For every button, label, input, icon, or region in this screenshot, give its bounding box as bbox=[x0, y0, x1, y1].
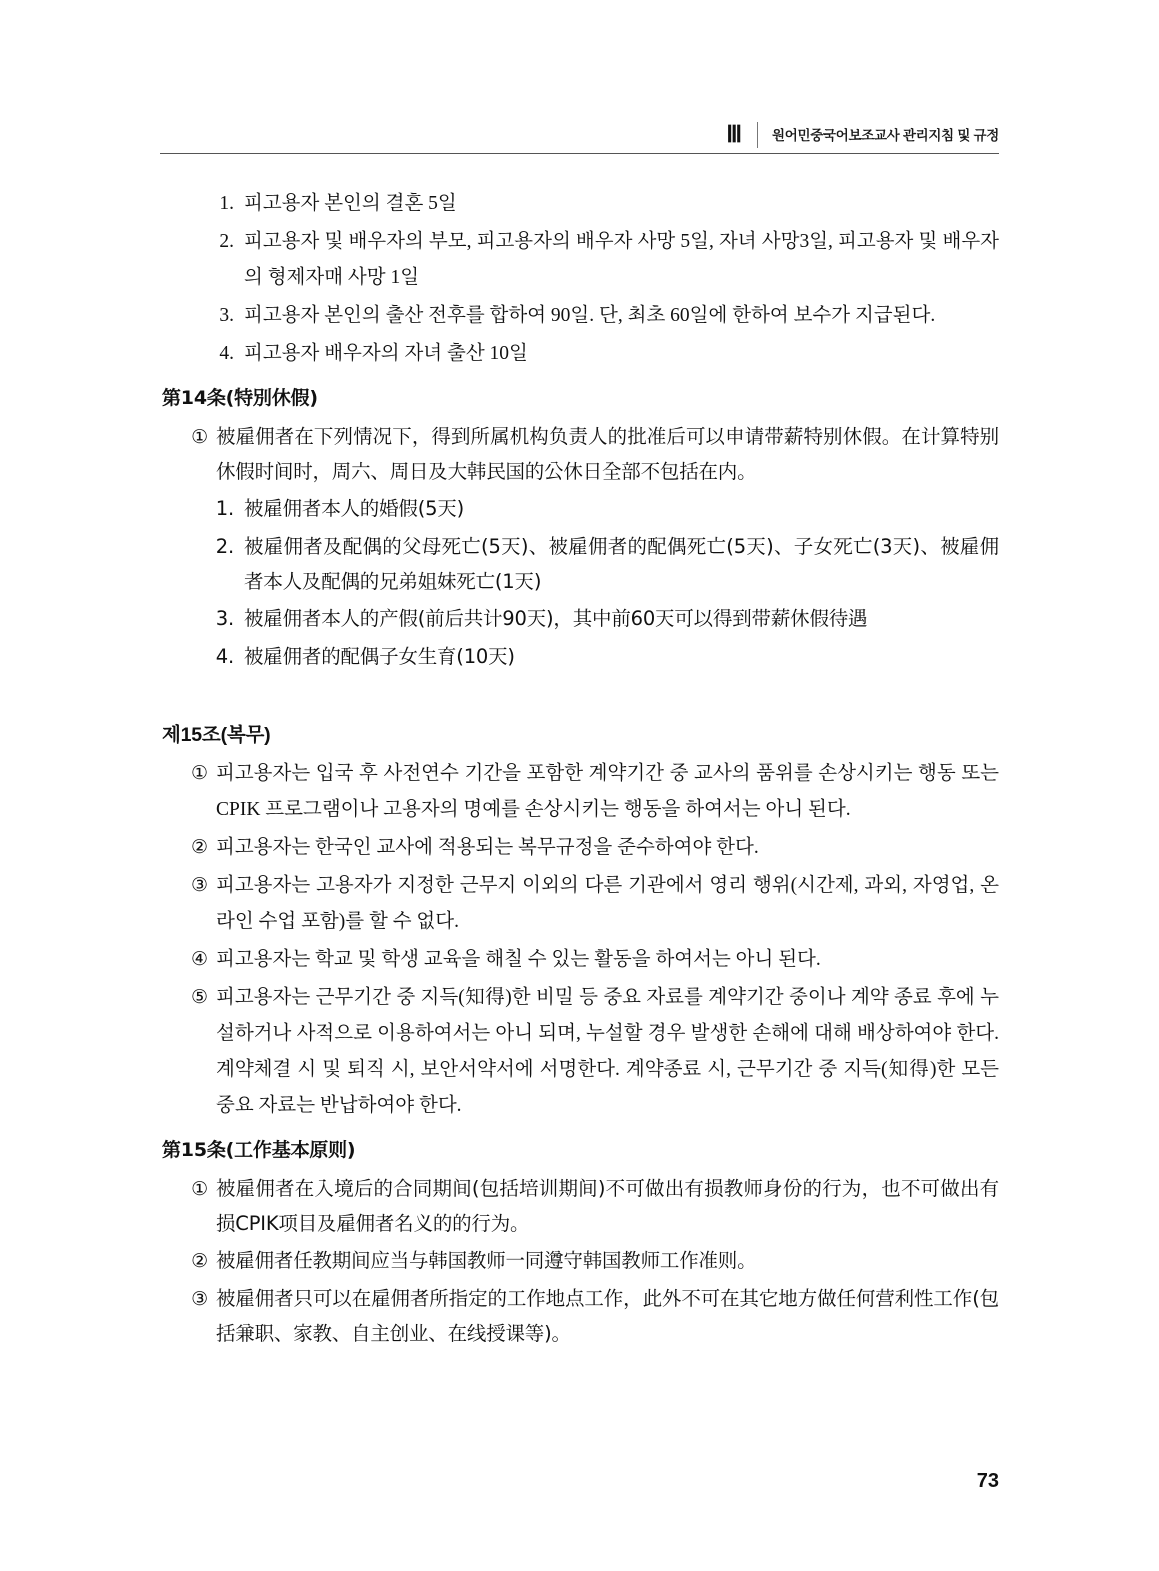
list-item bbox=[200, 186, 999, 222]
list-text: 피고용자는 입국 후 사전연수 기간을 포함한 계약기간 중 교사의 품위를 손상시키는 행동 또는 CPIK 프로그램이나 고용자의 명예를 손상시키는 행동을 하여서는 아니 된다. bbox=[216, 763, 999, 820]
list-item bbox=[178, 1243, 999, 1279]
list-text: 피고용자 본인의 결혼 5일 bbox=[244, 193, 457, 214]
list-text: 피고용자 및 배우자의 부모, 피고용자의 배우자 사망 5일, 자녀 사망3일, 피고용자 및 배우자의 형제자매 사망 1일 bbox=[244, 231, 999, 288]
article14-cn-heading: 第14条(特別休假) bbox=[162, 387, 318, 409]
list-item bbox=[200, 639, 999, 675]
list-text: 被雇佣者本人的产假(前后共计90天)，其中前60天可以得到带薪休假待遇 bbox=[244, 607, 868, 630]
list-text: 피고용자는 학교 및 학생 교육을 해칠 수 있는 활동을 하여서는 아니 된다. bbox=[216, 949, 821, 970]
list-item bbox=[178, 942, 999, 978]
list-marker: 4. bbox=[215, 645, 234, 668]
list-item bbox=[178, 419, 999, 489]
list-marker: ⑤ bbox=[190, 987, 208, 1008]
page-number: 73 bbox=[976, 1470, 999, 1492]
list-marker: 2. bbox=[219, 231, 234, 252]
list-marker: 4. bbox=[219, 343, 234, 364]
list-text: 被雇佣者在入境后的合同期间(包括培训期间)不可做出有损教师身份的行为，也不可做出有损CPIK项目及雇佣者名义的的行为。 bbox=[216, 1177, 999, 1235]
list-item bbox=[200, 529, 999, 599]
article15-ko-heading: 제15조(복무) bbox=[162, 724, 271, 746]
header-divider bbox=[757, 122, 758, 148]
list-text: 被雇佣者只可以在雇佣者所指定的工作地点工作，此外不可在其它地方做任何营利性工作(包括兼职、家教、自主创业、在线授课等)。 bbox=[216, 1287, 999, 1345]
page-header bbox=[160, 108, 999, 154]
list-item bbox=[200, 491, 999, 527]
list-text: 피고용자는 근무기간 중 지득(知得)한 비밀 등 중요 자료를 계약기간 중이나 계약 종료 후에 누설하거나 사적으로 이용하여서는 아니 되며, 누설할 경우 발생한 손해에 대해 배상하여야 한다. 계약체결 시 및 퇴직 시, 보안서약서에 서명한다. 계약종료 시, 근무기간 중 지득(知得)한 모든 중요 자료는 반납하여야 한다. bbox=[216, 987, 999, 1116]
list-marker: ④ bbox=[190, 949, 208, 970]
list-marker: ① bbox=[190, 763, 208, 784]
list-marker: 2. bbox=[215, 535, 234, 558]
page-content bbox=[162, 186, 999, 1353]
list-text: 피고용자 배우자의 자녀 출산 10일 bbox=[244, 343, 528, 364]
list-marker: ③ bbox=[190, 875, 208, 896]
article15-ko-clauses bbox=[162, 756, 999, 1124]
list-marker: ② bbox=[190, 837, 208, 858]
list-text: 피고용자 본인의 출산 전후를 합하여 90일. 단, 최초 60일에 한하여 보수가 지급된다. bbox=[244, 305, 936, 326]
list-marker: 3. bbox=[219, 305, 234, 326]
list-text: 被雇佣者的配偶子女生育(10天) bbox=[244, 645, 515, 668]
list-item bbox=[178, 868, 999, 940]
article15-cn-clauses bbox=[162, 1171, 999, 1351]
list-marker: ① bbox=[191, 426, 208, 448]
article14-cn-sublist bbox=[162, 491, 999, 675]
list-item bbox=[200, 298, 999, 334]
list-marker: ① bbox=[191, 1178, 208, 1200]
list-marker: ② bbox=[191, 1250, 208, 1272]
list-text: 被雇佣者在下列情况下，得到所属机构负责人的批准后可以申请带薪特别休假。在计算特别休假时间时，周六、周日及大韩民国的公休日全部不包括在内。 bbox=[216, 425, 999, 483]
list-item bbox=[178, 1281, 999, 1351]
header-right-group bbox=[726, 122, 999, 148]
list-marker: 1. bbox=[219, 193, 234, 214]
list-item bbox=[200, 224, 999, 296]
article15-cn-heading: 第15条(工作基本原则) bbox=[162, 1139, 356, 1161]
list-text: 被雇佣者及配偶的父母死亡(5天)、被雇佣者的配偶死亡(5天)、子女死亡(3天)、被雇佣者本人及配偶的兄弟姐妹死亡(1天) bbox=[244, 535, 999, 593]
list-item bbox=[200, 336, 999, 372]
list-item bbox=[178, 756, 999, 828]
list-text: 피고용자는 한국인 교사에 적용되는 복무규정을 준수하여야 한다. bbox=[216, 837, 759, 858]
header-rule bbox=[160, 153, 999, 154]
chapter-number: Ⅲ bbox=[726, 121, 744, 147]
article14-cn-clauses bbox=[162, 419, 999, 489]
article13-continued-list bbox=[162, 186, 999, 372]
list-item bbox=[178, 830, 999, 866]
list-marker: 1. bbox=[215, 497, 234, 520]
list-item bbox=[200, 601, 999, 637]
header-title: 원어민중국어보조교사 관리지침 및 규정 bbox=[772, 127, 999, 143]
list-marker: ③ bbox=[191, 1288, 208, 1310]
list-text: 피고용자는 고용자가 지정한 근무지 이외의 다른 기관에서 영리 행위(시간제, 과외, 자영업, 온라인 수업 포함)를 할 수 없다. bbox=[216, 875, 999, 932]
list-text: 被雇佣者本人的婚假(5天) bbox=[244, 497, 465, 520]
list-text: 被雇佣者任教期间应当与韩国教师一同遵守韩国教师工作准则。 bbox=[216, 1249, 757, 1272]
list-item bbox=[178, 1171, 999, 1241]
list-marker: 3. bbox=[215, 607, 234, 630]
list-item bbox=[178, 980, 999, 1124]
